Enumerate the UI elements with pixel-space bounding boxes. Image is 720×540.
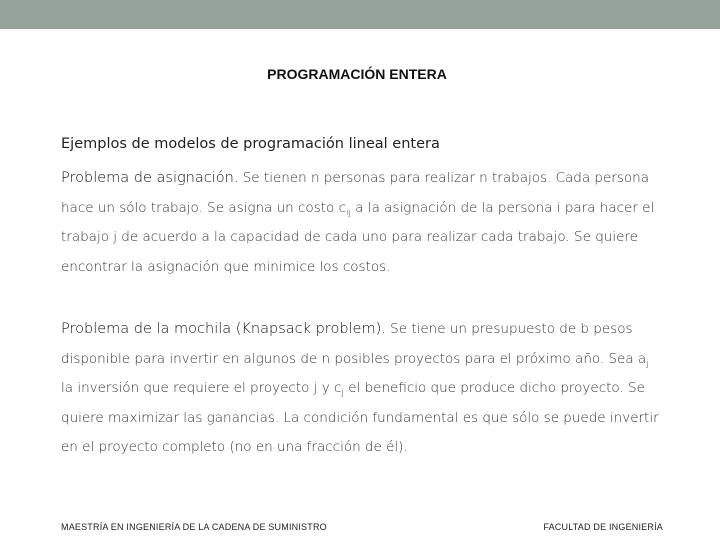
knapsack-subscript-c-j: j (341, 388, 344, 398)
slide-title: PROGRAMACIÓN ENTERA (267, 66, 447, 82)
section-heading: Ejemplos de modelos de programación lineal entera (61, 136, 440, 152)
footer-program: MAESTRÍA EN INGENIERÍA DE LA CADENA DE SUMINISTRO (61, 522, 327, 532)
assignment-text-1: Se tienen n personas para realizar n trabajos. Cada persona hace un sólo trabajo. Se asigna un costo c (61, 170, 649, 216)
footer-faculty: FACULTAD DE INGENIERÍA (543, 522, 663, 532)
knapsack-lead: Problema de la mochila (Knapsack problem). (61, 321, 386, 337)
knapsack-text-3: el beneficio que produce dicho proyecto. Se quiere maximizar las ganancias. La condición fundamental es que sólo se puede invertir en el proyecto completo (no en una fracción de él). (61, 380, 659, 455)
knapsack-paragraph (61, 315, 661, 463)
assignment-text-2: a la asignación de la persona i para hacer el trabajo j de acuerdo a la capacidad de cada uno para realizar cada trabajo. Se quiere encontrar la asignación que minimice los costos. (61, 199, 655, 275)
assignment-lead: Problema de asignación. (61, 170, 239, 186)
assignment-subscript-ij: ij (346, 207, 352, 218)
knapsack-text-2: la inversión que requiere el proyecto j y c (61, 380, 342, 396)
assignment-paragraph (61, 164, 661, 282)
header-bar (0, 0, 720, 29)
knapsack-text-1: Se tiene un presupuesto de b pesos disponible para invertir en algunos de n posibles proyectos para el próximo año. Sea a (61, 321, 647, 367)
knapsack-subscript-a-j: j (646, 358, 649, 369)
